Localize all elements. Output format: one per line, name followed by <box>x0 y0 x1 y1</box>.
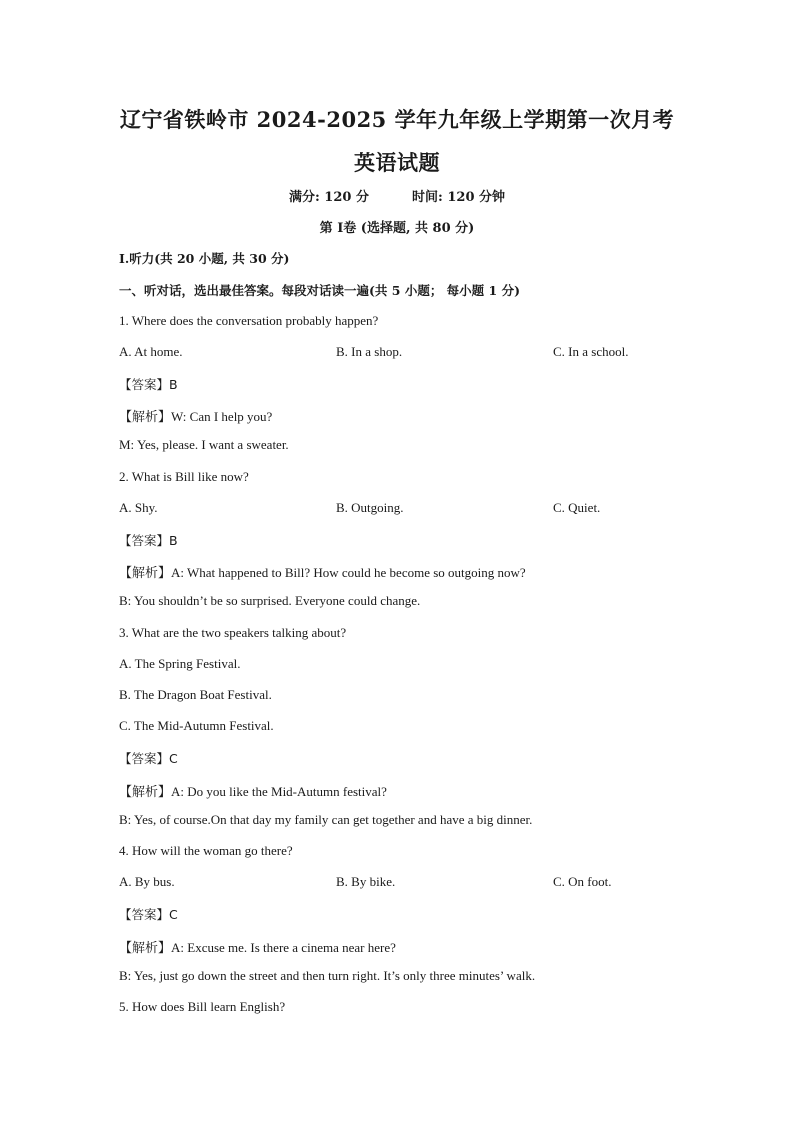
section-instruction: 一、听对话，选出最佳答案。每段对话读一遍(共 5 小题； 每小题 1 分) <box>119 283 520 298</box>
part-heading: Ⅰ.听力(共 20 小题, 共 30 分) <box>119 251 290 266</box>
option-a: A. At home. <box>119 344 183 359</box>
exam-time: 时间: 120 分钟 <box>412 190 506 205</box>
question-stem: 2. What is Bill like now? <box>119 469 249 484</box>
option-b: B. Outgoing. <box>336 500 404 515</box>
option-b: B. The Dragon Boat Festival. <box>119 687 272 702</box>
analysis-line: B: Yes, just go down the street and then turn right. It’s only three minutes’ walk. <box>119 968 536 983</box>
answer-line: 【答案】C <box>119 751 178 766</box>
exam-subtitle: 英语试题 <box>354 150 440 175</box>
analysis-line: 【解析】A: What happened to Bill? How could he become so outgoing now? <box>119 565 526 580</box>
analysis-line: 【解析】A: Do you like the Mid-Autumn festival? <box>119 784 387 799</box>
option-c: C. Quiet. <box>553 500 601 515</box>
question-stem: 4. How will the woman go there? <box>119 843 293 858</box>
exam-title: 辽宁省铁岭市 2024-2025 学年九年级上学期第一次月考 <box>119 107 675 132</box>
analysis-line: B: Yes, of course.On that day my family can get together and have a big dinner. <box>119 812 533 827</box>
exam-meta <box>0 186 794 205</box>
option-b: B. By bike. <box>336 874 396 889</box>
option-a: A. By bus. <box>119 874 175 889</box>
analysis-line: B: You shouldn’t be so surprised. Everyone could change. <box>119 593 421 608</box>
analysis-line: M: Yes, please. I want a sweater. <box>119 437 289 452</box>
answer-line: 【答案】B <box>119 377 178 392</box>
question-stem: 3. What are the two speakers talking about? <box>119 625 347 640</box>
option-c: C. In a school. <box>553 344 629 359</box>
answer-line: 【答案】C <box>119 907 178 922</box>
option-a: A. The Spring Festival. <box>119 656 241 671</box>
analysis-line: 【解析】W: Can I help you? <box>119 409 273 424</box>
option-a: A. Shy. <box>119 500 158 515</box>
analysis-line: 【解析】A: Excuse me. Is there a cinema near here? <box>119 940 396 955</box>
answer-line: 【答案】B <box>119 533 178 548</box>
option-c: C. The Mid-Autumn Festival. <box>119 718 274 733</box>
option-b: B. In a shop. <box>336 344 403 359</box>
option-c: C. On foot. <box>553 874 612 889</box>
volume-heading: 第 Ⅰ卷 (选择题, 共 80 分) <box>319 221 475 236</box>
question-stem: 1. Where does the conversation probably happen? <box>119 313 379 328</box>
question-stem: 5. How does Bill learn English? <box>119 999 286 1014</box>
full-score: 满分: 120 分 <box>288 190 369 205</box>
